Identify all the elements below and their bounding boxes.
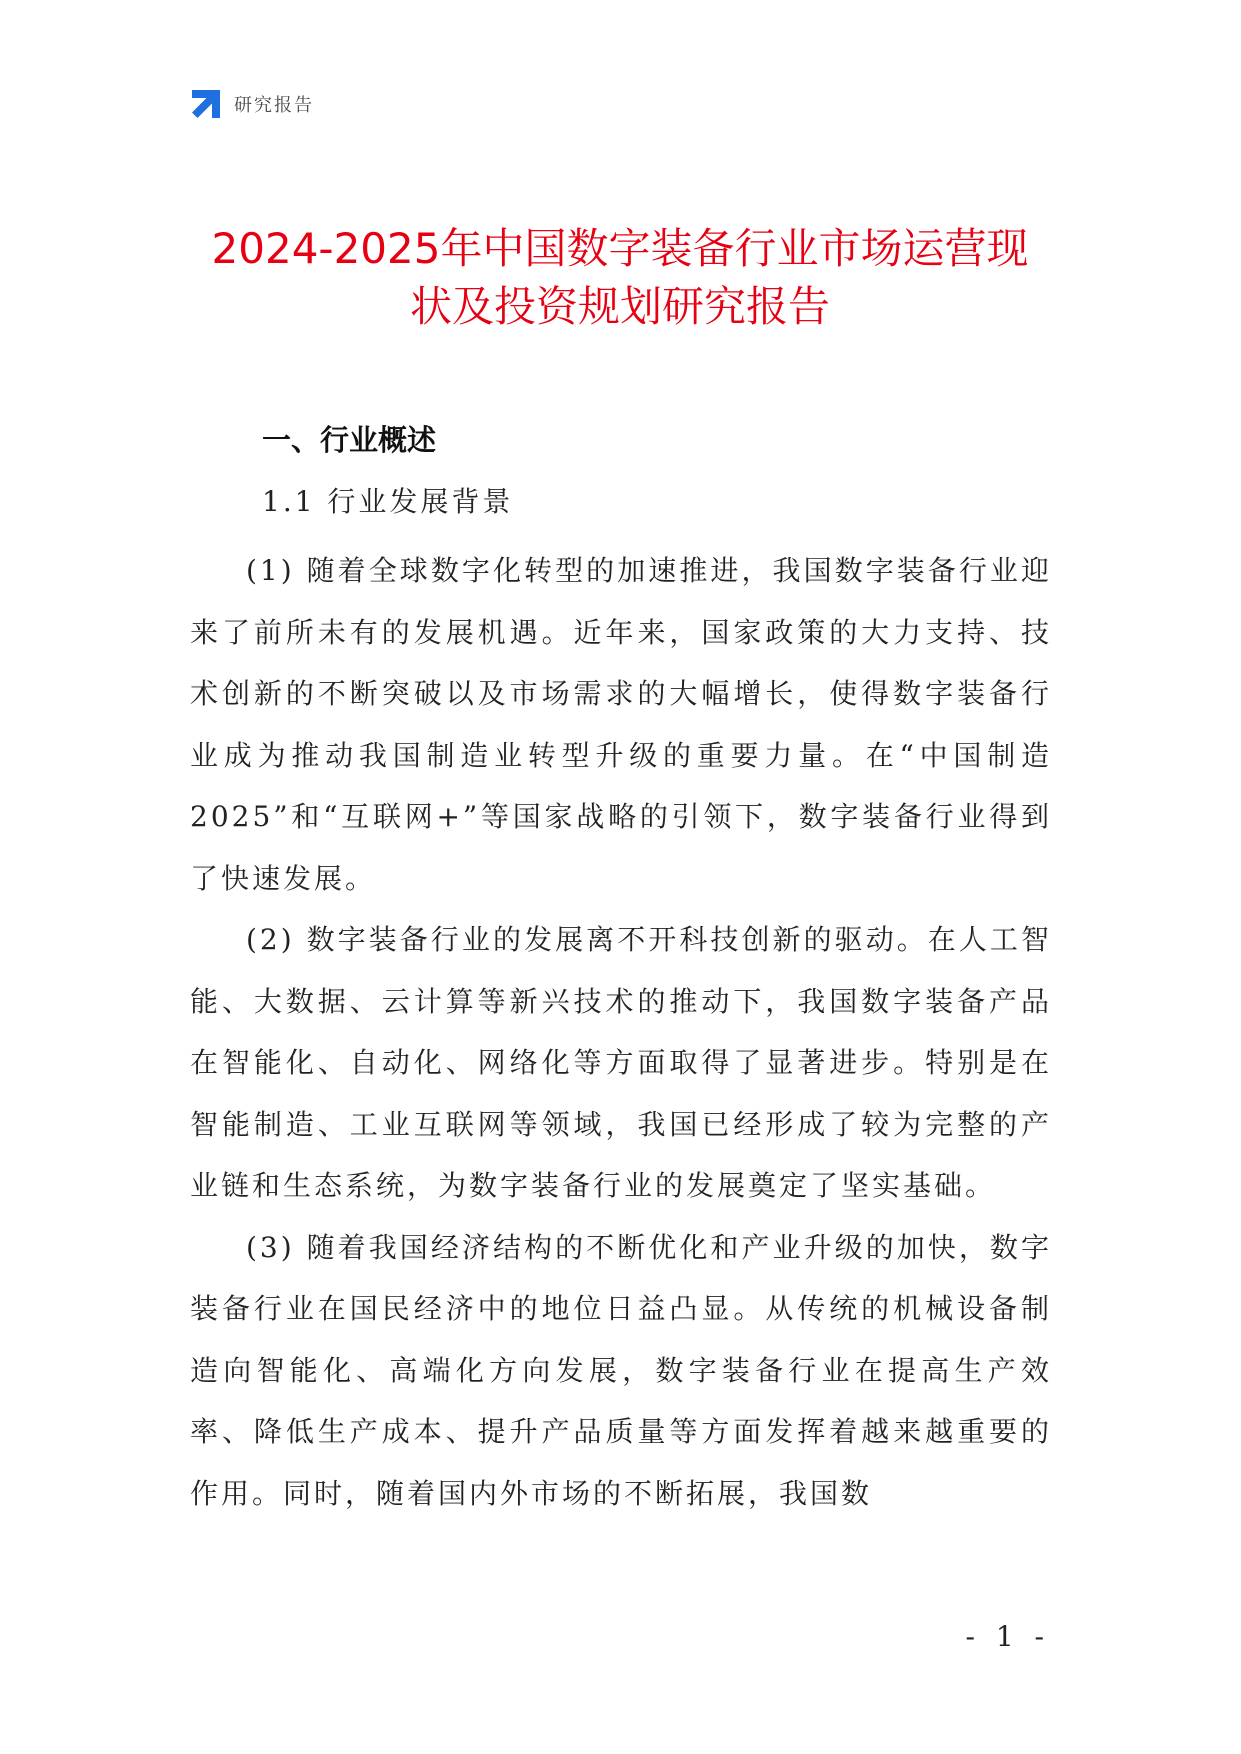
report-header — [190, 88, 314, 120]
title-line-2: 状及投资规划研究报告 — [409, 282, 830, 331]
body-text — [190, 540, 1052, 1524]
paragraph-1: (1) 随着全球数字化转型的加速推进，我国数字装备行业迎来了前所未有的发展机遇。近年来，国家政策的大力支持、技术创新的不断突破以及市场需求的大幅增长，使得数字装备行业成为推动我国制造业转型升级的重要力量。在“中国制造2025”和“互联网+”等国家战略的引领下，数字装备行业得到了快速发展。 — [190, 554, 1052, 895]
page-number: - 1 - — [965, 1620, 1050, 1653]
title-line-1: 2024-2025年中国数字装备行业市场运营现 — [211, 224, 1029, 273]
sub-heading: 1.1 行业发展背景 — [262, 485, 514, 518]
paragraph-3: (3) 随着我国经济结构的不断优化和产业升级的加快，数字装备行业在国民经济中的地位日益凸显。从传统的机械设备制造向智能化、高端化方向发展，数字装备行业在提高生产效率、降低生产成本、提升产品质量等方面发挥着越来越重要的作用。同时，随着国内外市场的不断拓展，我国数 — [190, 1230, 1052, 1510]
header-label: 研究报告 — [234, 95, 314, 116]
paragraph-2: (2) 数字装备行业的发展离不开科技创新的驱动。在人工智能、大数据、云计算等新兴技术的推动下，我国数字装备产品在智能化、自动化、网络化等方面取得了显著进步。特别是在智能制造、工业互联网等领域，我国已经形成了较为完整的产业链和生态系统，为数字装备行业的发展奠定了坚实基础。 — [190, 923, 1052, 1202]
arrow-up-right-logo-icon — [190, 88, 222, 120]
report-title — [180, 220, 1060, 336]
section-heading: 一、行业概述 — [262, 423, 437, 457]
